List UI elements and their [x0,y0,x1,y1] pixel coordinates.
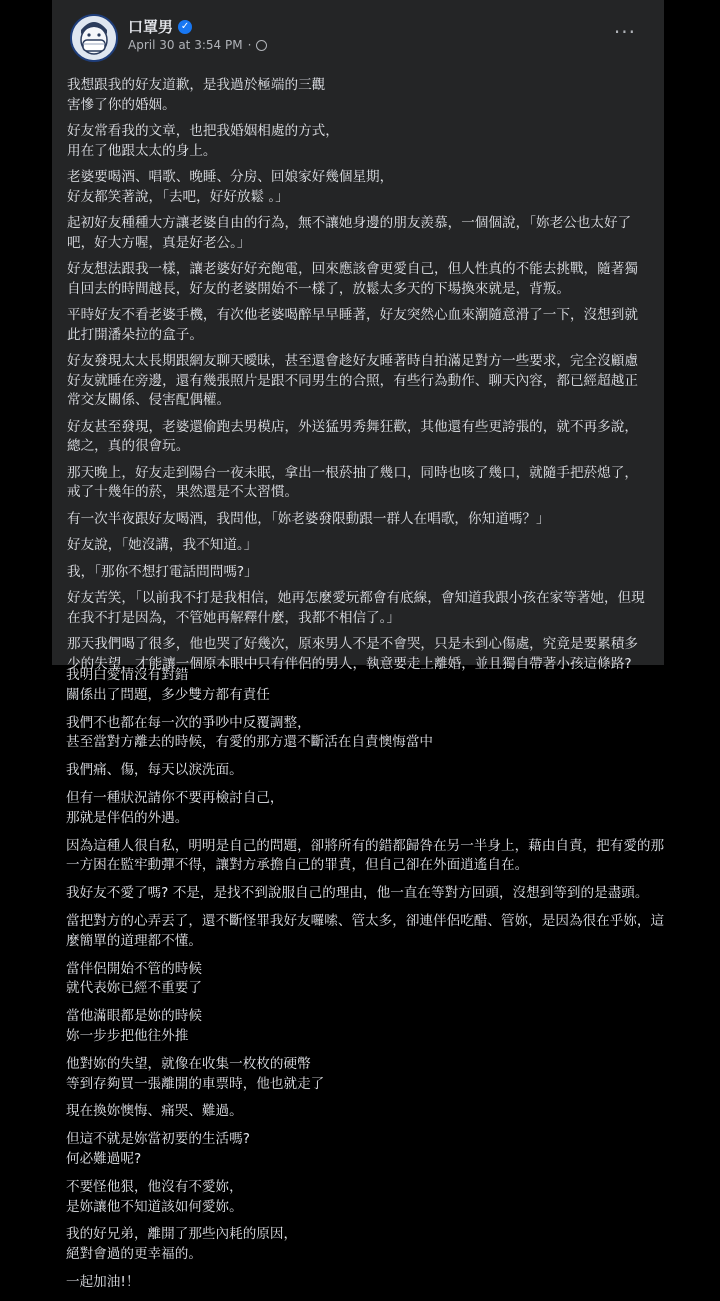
post-paragraph: 老婆要喝酒、唱歌、晚睡、分房、回娘家好幾個星期， 好友都笑著說，「去吧，好好放鬆 。」 [67,169,394,205]
continuation-paragraph: 現在換妳懊悔、痛哭、難過。 [66,1103,243,1120]
continuation-paragraph: 我的好兄弟，離開了那些內耗的原因， 絕對會過的更幸福的。 [66,1226,298,1263]
masked-face-icon [72,16,116,60]
post-paragraph: 那天晚上，好友走到陽台一夜未眠，拿出一根菸抽了幾口，同時也咳了幾口，就隨手把菸熄了，戒了十幾年的菸，果然還是不太習慣。 [67,464,638,500]
post-paragraph: 平時好友不看老婆手機，有次他老婆喝醉早早睡著，好友突然心血來潮隨意滑了一下，沒想到就此打開潘朵拉的盒子。 [67,307,638,343]
continuation-paragraph: 當伴侶開始不管的時候 就代表妳已經不重要了 [66,960,202,997]
post-paragraph: 起初好友種種大方讓老婆自由的行為，無不讓她身邊的朋友羨慕，一個個說，「妳老公也太好了吧，好大方喔，真是好老公。」 [67,215,632,251]
avatar[interactable] [70,14,118,62]
continuation-paragraph: 當他滿眼都是妳的時候 妳一步步把他往外推 [66,1008,202,1044]
post-paragraph: 好友甚至發現，老婆還偷跑去男模店，外送猛男秀舞狂歡，其他還有些更誇張的，就不再多說，總之，真的很會玩。 [67,418,638,454]
post-paragraph: 那天我們喝了很多，他也哭了好幾次，原來男人不是不會哭，只是未到心傷處，究竟是要累積多少的失望，才能讓一個原本眼中只有伴侶的男人，執意要走上離婚，並且獨自帶著小孩這條路? [67,636,638,672]
continuation-text [66,666,666,1301]
post-header [70,14,650,64]
continuation-paragraph: 我們痛、傷，每天以淚洗面。 [66,762,243,779]
post-timestamp[interactable]: April 30 at 3:54 PM [128,38,243,52]
continuation-paragraph: 當把對方的心弄丟了，還不斷怪罪我好友囉嗦、管太多，卻連伴侶吃醋、管妳，是因為很在乎妳，這麼簡單的道理都不懂。 [66,912,665,949]
post-paragraph: 我想跟我的好友道歉，是我過於極端的三觀 害慘了你的婚姻。 [67,77,326,113]
post-paragraph: 好友苦笑，「以前我不打是我相信，她再怎麼愛玩都會有底線，會知道我跟小孩在家等著她，但現在我不打是因為，不管她再解釋什麼，我都不相信了。」 [67,590,645,626]
verified-badge-icon: ✓ [178,20,192,34]
continuation-paragraph: 他對妳的失望，就像在收集一枚枚的硬幣 等到存夠買一張離開的車票時，他也就走了 [66,1055,325,1092]
continuation-paragraph: 一起加油!！ [66,1273,140,1290]
post-body [67,76,647,681]
post-paragraph: 好友想法跟我一樣，讓老婆好好充飽電，回來應該會更愛自己，但人性真的不能去挑戰，隨著獨自回去的時間越長，好友的老婆開始不一樣了，放鬆太多天的下場換來就是，背叛。 [67,261,638,297]
post-paragraph: 有一次半夜跟好友喝酒，我問他，「妳老婆發限動跟一群人在唱歌，你知道嗎？」 [67,510,550,527]
post-paragraph: 我，「那你不想打電話問問嗎?」 [67,563,258,580]
continuation-paragraph: 因為這種人很自私，明明是自己的問題，卻將所有的錯都歸咎在另一半身上，藉由自責，把有愛的那一方困在監牢動彈不得，讓對方承擔自己的罪責，但自己卻在外面逍遙自在。 [66,837,665,874]
continuation-paragraph: 我們不也都在每一次的爭吵中反覆調整， 甚至當對方離去的時候，有愛的那方還不斷活在自責懊悔當中 [66,714,434,751]
meta-separator: · [247,38,252,52]
continuation-paragraph: 但這不就是妳當初要的生活嗎? 何必難過呢? [66,1131,250,1167]
post-paragraph: 好友發現太太長期跟網友聊天曖昧，甚至還會趁好友睡著時自拍滿足對方一些要求，完全沒顧慮好友就睡在旁邊，還有幾張照片是跟不同男生的合照，有些行為動作、聊天內容，都已經超越正常交友關係、侵害配偶權。 [67,353,638,408]
continuation-paragraph: 不要怪他狠，他沒有不愛妳， 是妳讓他不知道該如何愛妳。 [66,1178,243,1215]
globe-icon [256,40,267,51]
continuation-paragraph: 我明白愛情沒有對錯 關係出了問題，多少雙方都有責任 [66,667,270,703]
continuation-paragraph: 但有一種狀況請你不要再檢討自己， 那就是伴侶的外遇。 [66,789,284,826]
post-paragraph: 好友常看我的文章，也把我婚姻相處的方式， 用在了他跟太太的身上。 [67,123,339,159]
continuation-paragraph: 我好友不愛了嗎? 不是，是找不到說服自己的理由，他一直在等對方回頭，沒想到等到的是盡頭。 [66,885,649,902]
more-options-icon[interactable]: ··· [613,20,636,44]
post-paragraph: 好友說，「她沒講，我不知道。」 [67,537,258,553]
author-name[interactable]: 口罩男 [128,18,174,36]
post-card [52,0,664,672]
